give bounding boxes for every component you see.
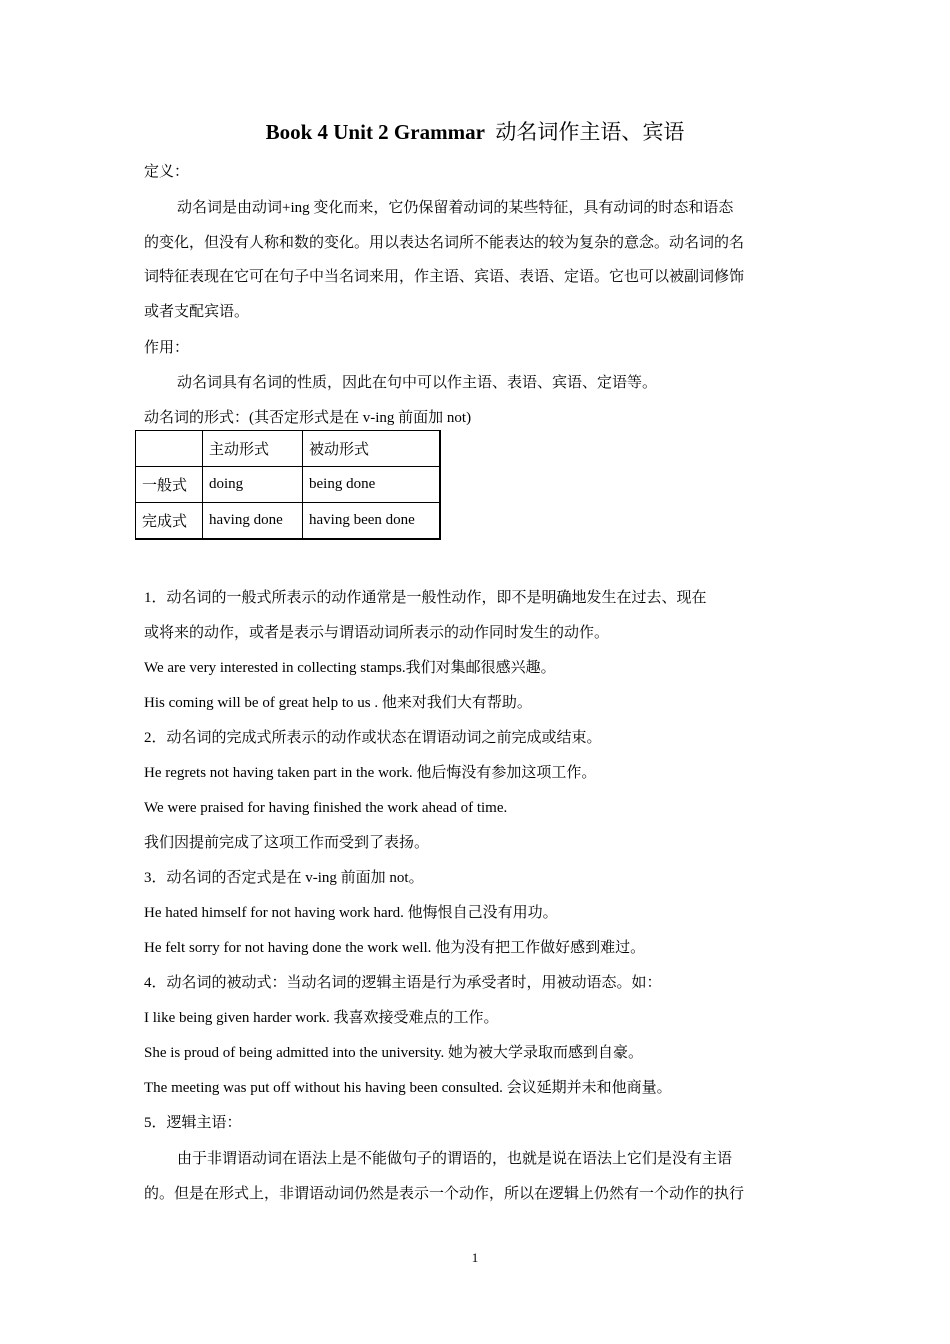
example-sentence: His coming will be of great help to us . 他来对我们大有帮助。 (144, 695, 532, 711)
paragraph-line: 由于非谓语动词在语法上是不能做句子的谓语的，也就是说在语法上它们是没有主语 (177, 1151, 733, 1167)
paragraph-line: 的。但是在形式上，非谓语动词仍然是表示一个动作，所以在逻辑上仍然有一个动作的执行 (144, 1186, 745, 1202)
table-cell: doing (203, 467, 303, 503)
point-heading: 5．逻辑主语： (144, 1115, 242, 1131)
example-sentence: I like being given harder work. 我喜欢接受难点的工作。 (144, 1010, 499, 1026)
table-cell: having been done (303, 503, 441, 540)
paragraph-line: 动名词的形式：(其否定形式是在 v-ing 前面加 not) (144, 410, 472, 426)
paragraph-line: 的变化，但没有人称和数的变化。用以表达名词所不能表达的较为复杂的意念。动名词的名 (144, 235, 745, 251)
title-english: Book 4 Unit 2 Grammar (265, 120, 485, 144)
page-number: 1 (471, 1250, 479, 1265)
section-label: 作用： (144, 340, 190, 356)
point-heading: 1．动名词的一般式所表示的动作通常是一般性动作，即不是明确地发生在过去、现在 (144, 590, 707, 606)
table-row-label: 一般式 (136, 467, 203, 503)
table-header-row (136, 431, 441, 467)
example-translation: 我们因提前完成了这项工作而受到了表扬。 (144, 835, 430, 851)
table-cell (136, 431, 203, 467)
table-cell: being done (303, 467, 441, 503)
paragraph-line: 或将来的动作，或者是表示与谓语动词所表示的动作同时发生的动作。 (144, 625, 610, 641)
example-sentence: We are very interested in collecting stamps.我们对集邮很感兴趣。 (144, 660, 556, 676)
point-heading: 3．动名词的否定式是在 v-ing 前面加 not。 (144, 870, 424, 886)
paragraph-line: 动名词是由动词+ing 变化而来，它仍保留着动词的某些特征，具有动词的时态和语态 (177, 200, 734, 216)
example-sentence: She is proud of being admitted into the university. 她为被大学录取而感到自豪。 (144, 1045, 643, 1061)
example-sentence: The meeting was put off without his having been consulted. 会议延期并未和他商量。 (144, 1080, 672, 1096)
point-heading: 4．动名词的被动式：当动名词的逻辑主语是行为承受者时，用被动语态。如： (144, 975, 662, 991)
paragraph-line: 动名词具有名词的性质，因此在句中可以作主语、表语、宾语、定语等。 (177, 375, 658, 391)
section-label: 定义： (144, 164, 190, 180)
title-chinese: 动名词作主语、宾语 (495, 120, 685, 144)
table-row-label: 完成式 (136, 503, 203, 540)
example-sentence: We were praised for having finished the work ahead of time. (144, 800, 508, 816)
point-heading: 2．动名词的完成式所表示的动作或状态在谓语动词之前完成或结束。 (144, 730, 602, 746)
table-row (136, 467, 441, 503)
page-title (0, 118, 950, 146)
paragraph-line: 或者支配宾语。 (144, 304, 250, 320)
gerund-forms-table (135, 430, 441, 540)
example-sentence: He hated himself for not having work hard. 他悔恨自己没有用功。 (144, 905, 558, 921)
example-sentence: He regrets not having taken part in the work. 他后悔没有参加这项工作。 (144, 765, 597, 781)
table-header-cell: 主动形式 (203, 431, 303, 467)
table-row (136, 503, 441, 540)
table-cell: having done (203, 503, 303, 540)
example-sentence: He felt sorry for not having done the work well. 他为没有把工作做好感到难过。 (144, 940, 646, 956)
table-header-cell: 被动形式 (303, 431, 441, 467)
paragraph-line: 词特征表现在它可在句子中当名词来用，作主语、宾语、表语、定语。它也可以被副词修饰 (144, 269, 745, 285)
